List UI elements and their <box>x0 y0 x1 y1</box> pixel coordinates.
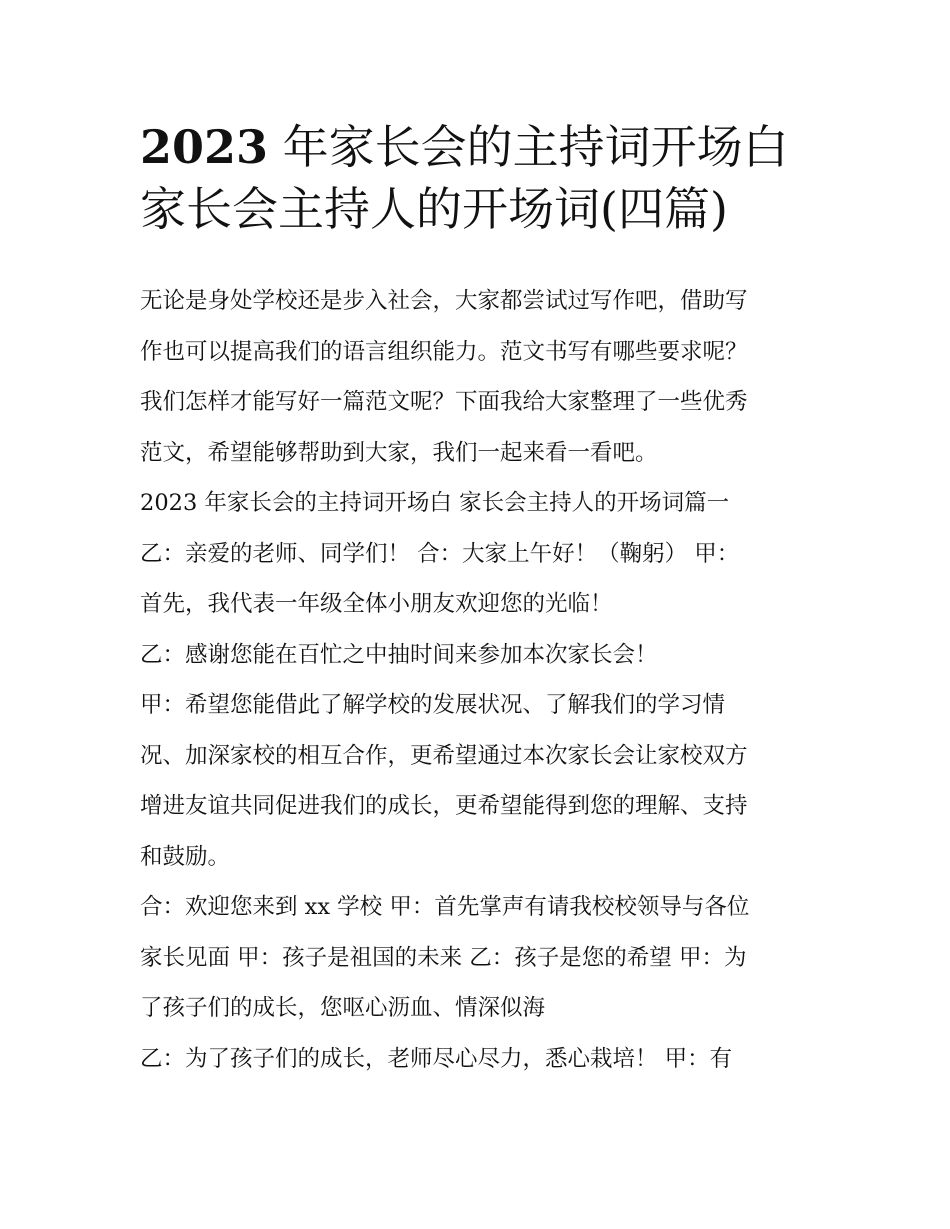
title-line-2: 家长会主持人的开场词(四篇) <box>140 182 728 236</box>
body-line: 作也可以提高我们的语言组织能力。范文书写有哪些要求呢？ <box>140 338 748 365</box>
body-line: 了孩子们的成长，您呕心沥血、情深似海 <box>140 995 546 1021</box>
body-line: 增进友谊共同促进我们的成长，更希望能得到您的理解、支持 <box>140 793 748 819</box>
body-line: 我们怎样才能写好一篇范文呢？下面我给大家整理了一些优秀 <box>140 389 748 415</box>
body-line: 无论是身处学校还是步入社会，大家都尝试过写作吧，借助写 <box>140 288 748 314</box>
body-line: 乙：感谢您能在百忙之中抽时间来参加本次家长会！ <box>140 641 658 668</box>
body-line: 和鼓励。 <box>140 843 231 870</box>
body-line: 甲：希望您能借此了解学校的发展状况、了解我们的学习情 <box>140 692 726 718</box>
title-line-1: 2023 年家长会的主持词开场白 <box>140 120 789 174</box>
body-line: 合：欢迎您来到 xx 学校 甲：首先掌声有请我校校领导与各位 <box>140 894 750 920</box>
document-body <box>140 276 830 1084</box>
body-line: 范文，希望能够帮助到大家，我们一起来看一看吧。 <box>140 439 658 466</box>
body-line: 乙：亲爱的老师、同学们！ 合：大家上午好！（鞠躬） 甲： <box>140 540 740 567</box>
body-line: 首先，我代表一年级全体小朋友欢迎您的光临！ <box>140 591 613 617</box>
document-title <box>140 116 830 240</box>
body-line: 乙：为了孩子们的成长，老师尽心尽力，悉心栽培！ 甲：有 <box>140 1045 733 1072</box>
title-year: 2023 <box>140 120 269 174</box>
body-line: 家长见面 甲：孩子是祖国的未来 乙：孩子是您的希望 甲：为 <box>140 944 747 971</box>
section-heading: 2023 年家长会的主持词开场白 家长会主持人的开场词篇一 <box>140 490 730 516</box>
body-line: 况、加深家校的相互合作，更希望通过本次家长会让家校双方 <box>140 742 748 769</box>
